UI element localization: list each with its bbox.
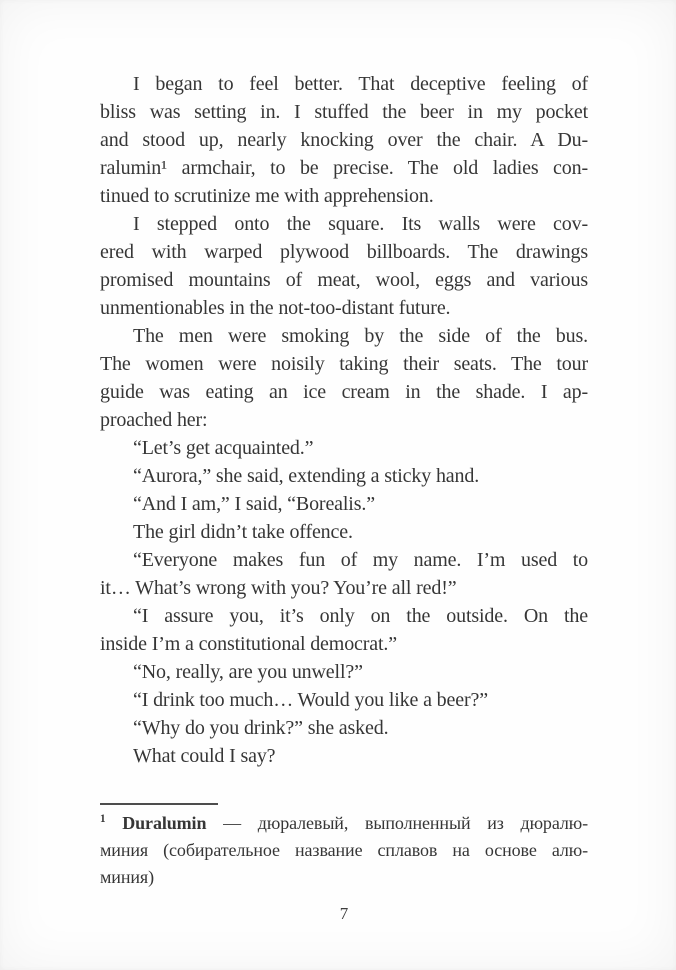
footnote-marker: 1 [100, 813, 106, 825]
text-line: unmentionables in the not-too-distant future. [100, 297, 451, 319]
dialogue-line [100, 546, 588, 602]
footnote [100, 803, 588, 891]
text-line: The men were smoking by the side of the bus. [133, 325, 588, 347]
text-line: “No, really, are you unwell?” [133, 661, 363, 683]
text-line: “I drink too much… Would you like a beer?” [133, 689, 488, 711]
dialogue-line [100, 742, 588, 770]
paragraph [100, 70, 588, 210]
footnote-line [100, 810, 588, 837]
body-text [100, 70, 588, 770]
dialogue-line [100, 714, 588, 742]
dialogue-line [100, 434, 588, 462]
text-line: ered with warped plywood billboards. The drawings [100, 241, 588, 263]
dialogue-line [100, 602, 588, 658]
dialogue-line [100, 462, 588, 490]
text-line: proached her: [100, 409, 208, 431]
text-line: inside I’m a constitutional democrat.” [100, 633, 397, 655]
text-line: promised mountains of meat, wool, eggs and various [100, 269, 588, 291]
page-number: 7 [339, 904, 349, 923]
text-line: “Why do you drink?” she asked. [133, 717, 389, 739]
dialogue-line [100, 686, 588, 714]
text-line: I stepped onto the square. Its walls were cov- [133, 213, 588, 235]
text-line: bliss was setting in. I stuffed the beer in my pocket [100, 101, 588, 123]
footnote-line: миния (собирательное название сплавов на основе алю- [100, 840, 588, 860]
text-line: and stood up, nearly knocking over the chair. A Du- [100, 129, 588, 151]
text-line: The girl didn’t take offence. [133, 521, 353, 543]
footnote-text: — дюралевый, выполненный из дюралю- [223, 813, 589, 833]
text-line: The women were noisily taking their seats. The tour [100, 353, 588, 375]
dialogue-line [100, 658, 588, 686]
text-line: “I assure you, it’s only on the outside. On the [133, 605, 588, 627]
footnote-divider [100, 803, 218, 805]
text-line: “And I am,” I said, “Borealis.” [133, 493, 375, 515]
text-line: tinued to scrutinize me with apprehension. [100, 185, 434, 207]
paragraph [100, 322, 588, 434]
dialogue-line [100, 490, 588, 518]
text-line: I began to feel better. That deceptive feeling of [133, 73, 588, 95]
paragraph [100, 210, 588, 322]
text-line: “Everyone makes fun of my name. I’m used to [133, 549, 588, 571]
dialogue-line [100, 518, 588, 546]
text-line: “Let’s get acquainted.” [133, 437, 314, 459]
text-line: ralumin¹ armchair, to be precise. The old ladies con- [100, 157, 588, 179]
text-line: guide was eating an ice cream in the shade. I ap- [100, 381, 588, 403]
footnote-term: Duralumin [122, 813, 207, 833]
text-line: it… What’s wrong with you? You’re all red!” [100, 577, 457, 599]
text-line: What could I say? [133, 745, 276, 767]
footnote-line: миния) [100, 867, 154, 887]
text-line: “Aurora,” she said, extending a sticky hand. [133, 465, 480, 487]
